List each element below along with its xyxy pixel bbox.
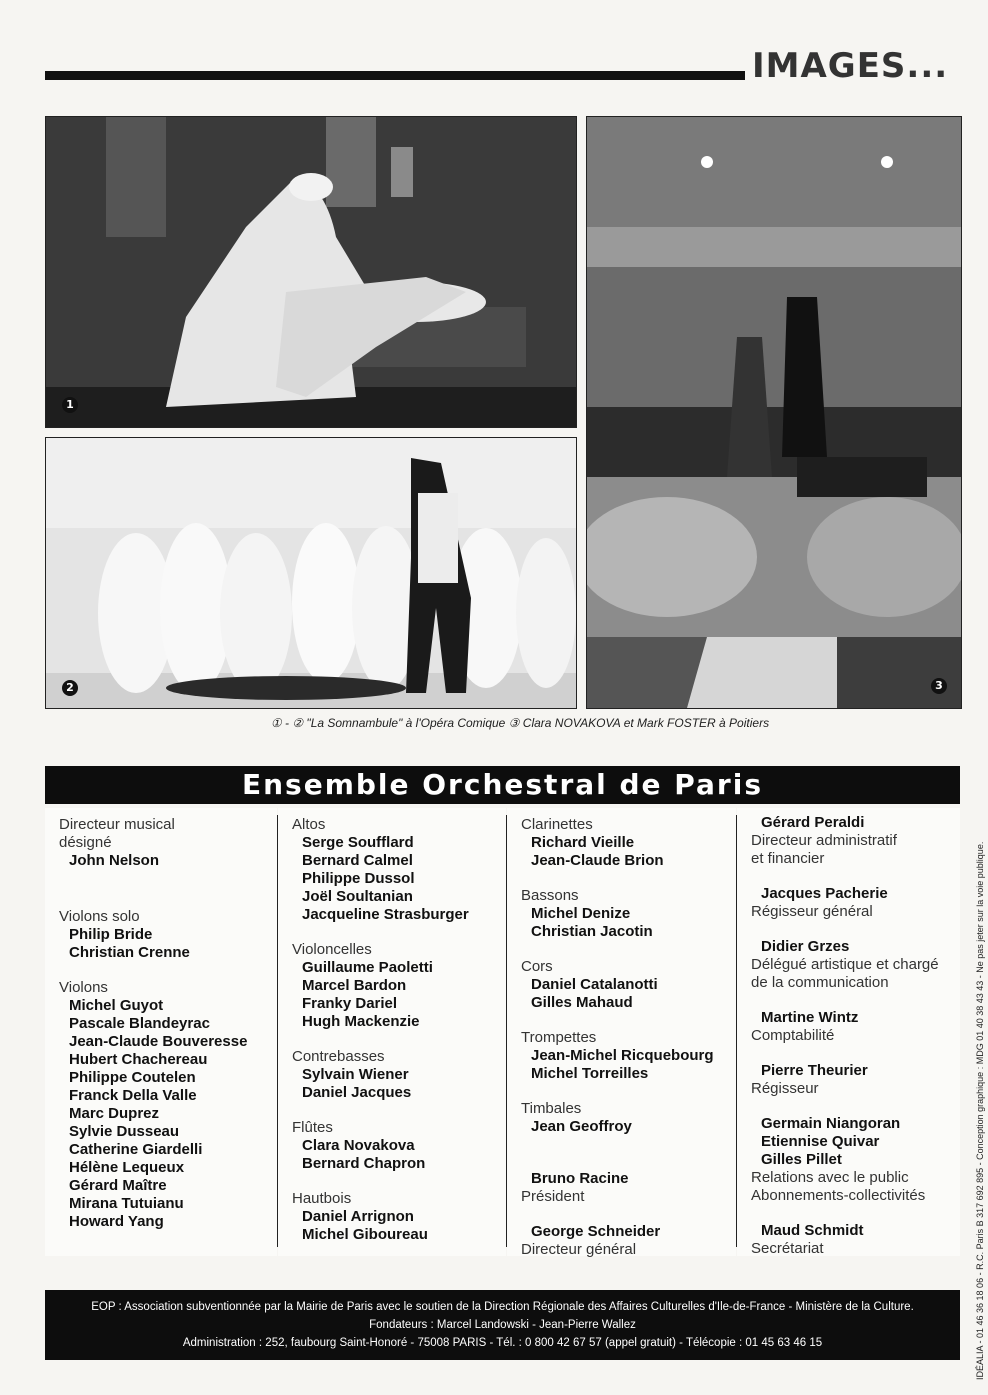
ensemble-title: Ensemble Orchestral de Paris: [241, 768, 764, 801]
section-heading: Altos: [292, 816, 326, 833]
roster-section: [292, 1190, 502, 1244]
member-name: Catherine Giardelli: [69, 1141, 203, 1158]
member-name: Philip Bride: [69, 926, 153, 943]
roster-section: [521, 1100, 732, 1136]
staff-entry: [751, 814, 956, 868]
member-name: Jean Geoffroy: [531, 1118, 632, 1135]
staff-entry: [751, 1009, 956, 1045]
staff-name: Maud Schmidt: [761, 1222, 864, 1239]
page-title: IMAGES...: [752, 46, 949, 86]
member-name: Christian Jacotin: [531, 923, 653, 940]
staff-title: Directeur général: [521, 1241, 637, 1258]
roster-section: [292, 816, 502, 924]
staff-title: Président: [521, 1188, 585, 1205]
section-heading-cont: désigné: [59, 834, 112, 851]
roster-section: [521, 887, 732, 941]
roster-column-2: [278, 808, 506, 1256]
section-heading: Contrebasses: [292, 1048, 385, 1065]
section-heading: Directeur musical: [59, 816, 175, 833]
member-name: Michel Denize: [531, 905, 631, 922]
staff-name: Etiennise Quivar: [761, 1133, 880, 1150]
staff-name: Pierre Theurier: [761, 1062, 868, 1079]
roster-column-4: [737, 808, 960, 1256]
member-name: Serge Soufflard: [302, 834, 414, 851]
staff-title: Comptabilité: [751, 1027, 835, 1044]
staff-title-cont: Abonnements-collectivités: [751, 1187, 926, 1204]
side-credit: IDÉALIA - 01 46 36 18 06 - R.C. Paris B 317 692 895 - Conception graphique : MDG 01 40 38 43 43 - Ne pas jeter sur la voie publique.: [975, 841, 985, 1380]
staff-entry: [751, 1222, 956, 1258]
staff-title: Régisseur: [751, 1080, 819, 1097]
staff-entry: [521, 1223, 732, 1259]
member-name: Richard Vieille: [531, 834, 635, 851]
staff-entry: [751, 1062, 956, 1098]
photo-caption: ① - ② "La Somnambule" à l'Opéra Comique ③ Clara NOVAKOVA et Mark FOSTER à Poitiers: [270, 716, 770, 730]
staff-name: Jacques Pacherie: [761, 885, 888, 902]
section-heading: Bassons: [521, 887, 579, 904]
staff-title: Directeur administratif: [751, 832, 897, 849]
member-name: Christian Crenne: [69, 944, 190, 961]
roster-section: [292, 1119, 502, 1173]
section-heading: Hautbois: [292, 1190, 352, 1207]
section-heading: Clarinettes: [521, 816, 593, 833]
photo-number-2: 2: [62, 680, 78, 696]
staff-entry: [521, 1170, 732, 1206]
member-name: Sylvain Wiener: [302, 1066, 409, 1083]
member-name: Sylvie Dusseau: [69, 1123, 180, 1140]
member-name: Hugh Mackenzie: [302, 1013, 420, 1030]
member-name: Guillaume Paoletti: [302, 959, 433, 976]
member-name: Bernard Calmel: [302, 852, 413, 869]
section-heading: Trompettes: [521, 1029, 597, 1046]
member-name: Gérard Maître: [69, 1177, 167, 1194]
footer-line-founders: Fondateurs : Marcel Landowski - Jean-Pierre Wallez: [369, 1319, 636, 1331]
staff-name: Didier Grzes: [761, 938, 850, 955]
header-rule: [45, 71, 745, 80]
member-name: Bernard Chapron: [302, 1155, 426, 1172]
staff-title: Secrétariat: [751, 1240, 824, 1257]
staff-entry: [751, 1115, 956, 1205]
member-name: Michel Torreilles: [531, 1065, 649, 1082]
roster-section: [292, 1048, 502, 1102]
photo-number-1: 1: [62, 397, 78, 413]
member-name: Gilles Mahaud: [531, 994, 633, 1011]
section-heading: Timbales: [521, 1100, 582, 1117]
member-name: Michel Giboureau: [302, 1226, 428, 1243]
member-name: Jean-Michel Ricquebourg: [531, 1047, 714, 1064]
member-name: Daniel Arrignon: [302, 1208, 414, 1225]
member-name: Franck Della Valle: [69, 1087, 197, 1104]
staff-title: Relations avec le public: [751, 1169, 909, 1186]
member-name: Jean-Claude Brion: [531, 852, 664, 869]
staff-name: Bruno Racine: [531, 1170, 629, 1187]
photo-somnambule-2: [45, 437, 577, 709]
footer-line-address: Administration : 252, faubourg Saint-Honoré - 75008 PARIS - Tél. : 0 800 42 67 57 (appel gratuit) - Télécopie : 01 45 63 46 15: [182, 1337, 823, 1349]
roster-section: [59, 979, 273, 1231]
staff-name: Germain Niangoran: [761, 1115, 901, 1132]
member-name: Howard Yang: [69, 1213, 164, 1230]
member-name: Hubert Chachereau: [69, 1051, 208, 1068]
staff-name: Martine Wintz: [761, 1009, 859, 1026]
roster-section: [521, 816, 732, 870]
photo-somnambule-1: [45, 116, 577, 428]
member-name: Mirana Tutuianu: [69, 1195, 184, 1212]
staff-name: Gérard Peraldi: [761, 814, 865, 831]
section-heading: Violons: [59, 979, 108, 996]
photo-concert-poitiers: [586, 116, 962, 709]
member-name: Pascale Blandeyrac: [69, 1015, 210, 1032]
member-name: Daniel Catalanotti: [531, 976, 658, 993]
staff-name: George Schneider: [531, 1223, 661, 1240]
section-heading: Violoncelles: [292, 941, 372, 958]
roster-section: [521, 958, 732, 1012]
member-name: John Nelson: [69, 852, 160, 869]
footer-line-association: EOP : Association subventionnée par la Mairie de Paris avec le soutien de la Direction Régionale des Affaires Culturelles d'Ile-de-France - Ministère de la Culture.: [91, 1301, 914, 1313]
roster-section: [292, 941, 502, 1031]
member-name: Marcel Bardon: [302, 977, 407, 994]
roster-section: [59, 816, 273, 870]
member-name: Joël Soultanian: [302, 888, 413, 905]
member-name: Jean-Claude Bouveresse: [69, 1033, 248, 1050]
roster-section: [59, 908, 273, 962]
section-heading: Cors: [521, 958, 553, 975]
roster-column-3: [507, 808, 736, 1256]
staff-title-cont: de la communication: [751, 974, 889, 991]
member-name: Clara Novakova: [302, 1137, 415, 1154]
roster-section: [521, 1029, 732, 1083]
member-name: Jacqueline Strasburger: [302, 906, 469, 923]
member-name: Daniel Jacques: [302, 1084, 412, 1101]
roster-column-1: [45, 808, 277, 1256]
member-name: Philippe Dussol: [302, 870, 415, 887]
footer-band: [45, 1290, 960, 1360]
staff-title-cont: et financier: [751, 850, 825, 867]
staff-title: Régisseur général: [751, 903, 873, 920]
staff-entry: [751, 938, 956, 992]
section-heading: Flûtes: [292, 1119, 333, 1136]
staff-entry: [751, 885, 956, 921]
photo-number-3: 3: [931, 678, 947, 694]
staff-title: Délégué artistique et chargé: [751, 956, 939, 973]
member-name: Philippe Coutelen: [69, 1069, 196, 1086]
member-name: Franky Dariel: [302, 995, 398, 1012]
member-name: Marc Duprez: [69, 1105, 160, 1122]
section-heading: Violons solo: [59, 908, 140, 925]
staff-name: Gilles Pillet: [761, 1151, 842, 1168]
member-name: Michel Guyot: [69, 997, 164, 1014]
member-name: Hélène Lequeux: [69, 1159, 185, 1176]
